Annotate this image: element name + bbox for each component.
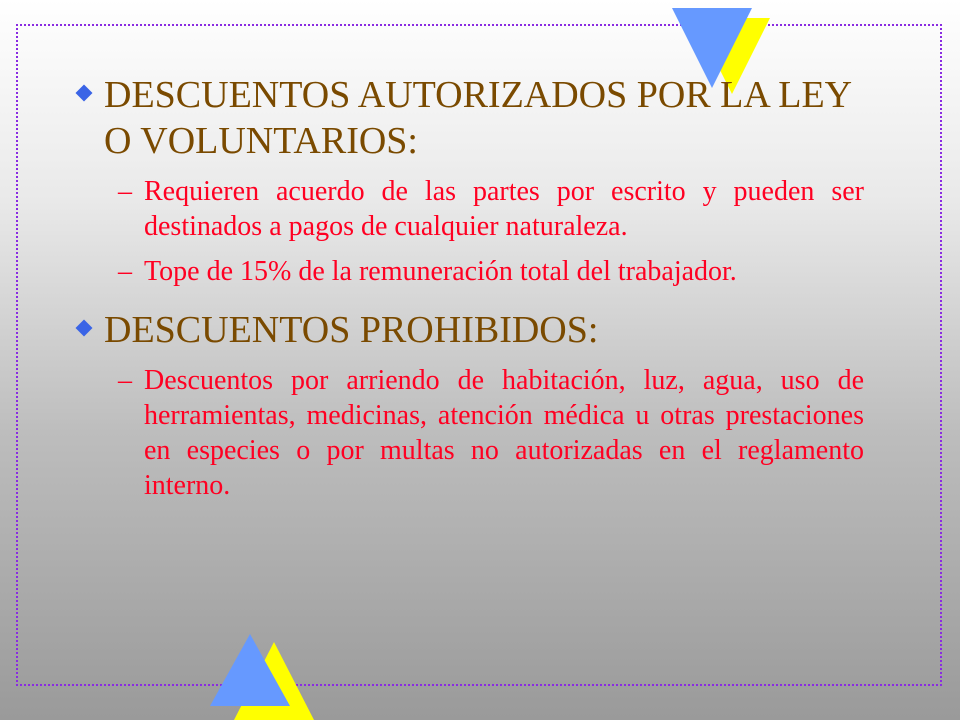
- item-text: Descuentos por arriendo de habitación, luz, agua, uso de herramientas, medicinas, atención médica u otras prestaciones en especies o por multas no autorizadas en el reglamento interno.: [144, 365, 864, 501]
- heading-text: DESCUENTOS AUTORIZADOS POR LA LEY O VOLUNTARIOS:: [104, 74, 851, 162]
- list-item: [78, 363, 864, 503]
- diamond-bullet-icon: [76, 85, 93, 102]
- bottom-blue-triangle-decoration: [210, 634, 290, 706]
- list-item: [78, 254, 864, 289]
- section-heading: [78, 72, 864, 164]
- slide-content: [78, 72, 864, 503]
- list-item: [78, 174, 864, 244]
- dash-bullet: –: [118, 365, 132, 396]
- dash-bullet: –: [118, 176, 132, 207]
- item-text: Requieren acuerdo de las partes por escrito y pueden ser destinados a pagos de cualquier naturaleza.: [144, 176, 864, 242]
- dash-bullet: –: [118, 256, 132, 287]
- section-authorized-discounts: [78, 72, 864, 289]
- section-heading: [78, 307, 864, 353]
- heading-text: DESCUENTOS PROHIBIDOS:: [104, 309, 599, 351]
- item-text: Tope de 15% de la remuneración total del trabajador.: [144, 256, 737, 287]
- diamond-bullet-icon: [76, 320, 93, 337]
- section-prohibited-discounts: [78, 307, 864, 503]
